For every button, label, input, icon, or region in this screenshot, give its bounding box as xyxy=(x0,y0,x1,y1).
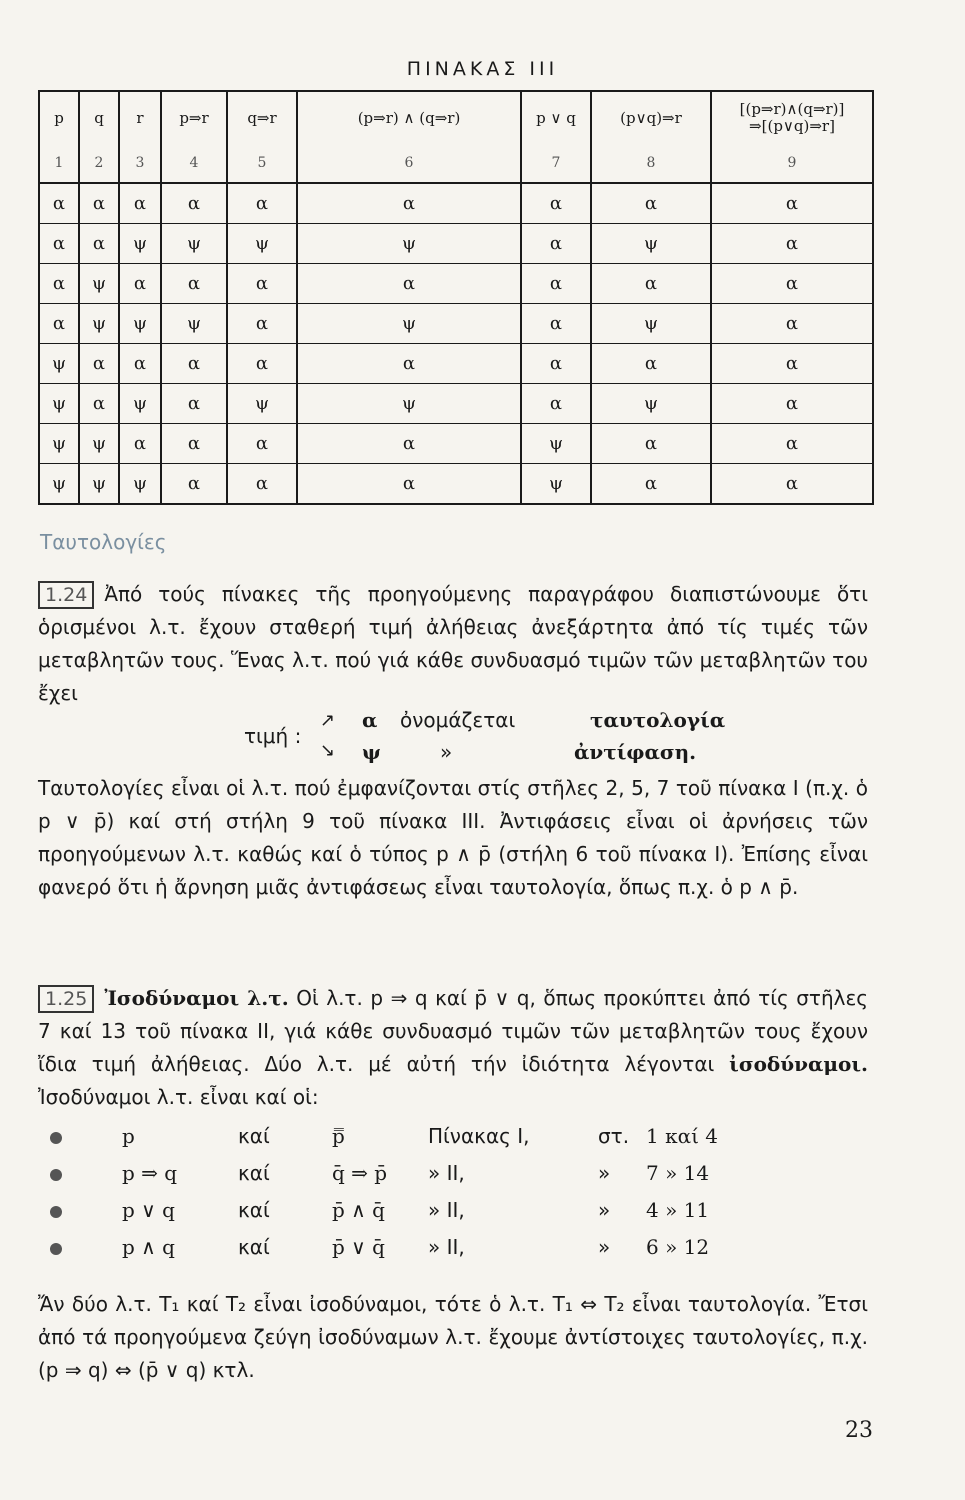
table-cell: α xyxy=(161,344,227,384)
table-header-cell: q⇒r xyxy=(227,91,297,144)
table-cell: α xyxy=(119,344,161,384)
bullet-icon xyxy=(50,1243,62,1255)
column-number: 5 xyxy=(227,144,297,183)
ditto-mark: » xyxy=(440,740,453,764)
table-row xyxy=(39,264,873,304)
term-contradiction: ἀντίφαση. xyxy=(574,740,697,764)
table-cell: ψ xyxy=(39,424,79,464)
value-label: τιμή : xyxy=(244,724,302,748)
symbol-psi: ψ xyxy=(362,740,381,764)
table-cell: ψ xyxy=(297,304,521,344)
table-cell: α xyxy=(711,344,873,384)
formula-left: p ∨ q xyxy=(122,1198,175,1222)
conjunction: καί xyxy=(238,1198,270,1222)
column-number: 8 xyxy=(591,144,711,183)
table-cell: ψ xyxy=(39,464,79,505)
table-row xyxy=(39,224,873,264)
table-row xyxy=(39,384,873,424)
table-cell: α xyxy=(227,344,297,384)
column-numbers: 7 » 14 xyxy=(646,1161,710,1185)
table-cell: α xyxy=(227,183,297,224)
named-text: ὀνομάζεται xyxy=(400,708,516,732)
table-cell: α xyxy=(227,264,297,304)
table-cell: α xyxy=(521,384,591,424)
table-cell: α xyxy=(711,464,873,505)
table-cell: ψ xyxy=(227,224,297,264)
column-ref: » xyxy=(598,1161,611,1185)
table-cell: ψ xyxy=(79,304,119,344)
table-cell: α xyxy=(711,424,873,464)
table-cell: α xyxy=(711,183,873,224)
column-numbers: 6 » 12 xyxy=(646,1235,710,1259)
table-cell: ψ xyxy=(119,224,161,264)
table-cell: α xyxy=(39,224,79,264)
table-cell: ψ xyxy=(39,344,79,384)
table-cell: α xyxy=(297,264,521,304)
bullet-icon xyxy=(50,1169,62,1181)
column-ref: στ. xyxy=(598,1124,630,1148)
table-cell: α xyxy=(521,344,591,384)
table-cell: α xyxy=(39,183,79,224)
table-cell: α xyxy=(711,264,873,304)
table-header-cell: [(p⇒r)∧(q⇒r)] ⇒[(p∨q)⇒r] xyxy=(711,91,873,144)
paragraph-text: Οἱ λ.τ. p ⇒ q καί p̄ ∨ q, ὅπως προκύπτει ἀπό τίς στῆλες 7 καί 13 τοῦ πίνακα II, γιά κάθε συνδυασμό τιμῶν τῶν μεταβλητῶν τους ἔχουν ἴδια τιμή ἀλήθειας. Δύο λ.τ. μέ αὐτή τήν ἰδιότητα λέγονται xyxy=(38,986,868,1076)
equivalence-row xyxy=(50,1194,810,1231)
table-cell: α xyxy=(711,384,873,424)
equivalence-row xyxy=(50,1231,810,1268)
section-heading: Ταυτολογίες xyxy=(40,530,167,554)
bullet-icon xyxy=(50,1132,62,1144)
column-ref: » xyxy=(598,1198,611,1222)
table-ref: » II, xyxy=(428,1161,465,1185)
truth-value-definition xyxy=(244,706,744,768)
equivalence-list xyxy=(50,1120,810,1268)
table-cell: α xyxy=(161,464,227,505)
formula-left: p xyxy=(122,1124,135,1148)
table-cell: α xyxy=(227,424,297,464)
equivalence-row xyxy=(50,1120,810,1157)
table-cell: α xyxy=(521,224,591,264)
column-number: 9 xyxy=(711,144,873,183)
table-row xyxy=(39,304,873,344)
column-number: 1 xyxy=(39,144,79,183)
paragraph-text-2: Ἰσοδύναμοι λ.τ. εἶναι καί οἱ: xyxy=(38,1085,319,1109)
truth-table xyxy=(38,90,874,505)
table-cell: ψ xyxy=(297,384,521,424)
column-ref: » xyxy=(598,1235,611,1259)
table-cell: α xyxy=(297,464,521,505)
table-header-cell: (p⇒r) ∧ (q⇒r) xyxy=(297,91,521,144)
table-cell: α xyxy=(521,183,591,224)
table-cell: α xyxy=(161,183,227,224)
table-cell: α xyxy=(39,304,79,344)
bullet-icon xyxy=(50,1206,62,1218)
formula-left: p ∧ q xyxy=(122,1235,175,1259)
column-number: 2 xyxy=(79,144,119,183)
table-cell: α xyxy=(297,344,521,384)
equivalence-row xyxy=(50,1157,810,1194)
column-numbers: 4 » 11 xyxy=(646,1198,710,1222)
table-cell: α xyxy=(521,304,591,344)
table-cell: ψ xyxy=(119,464,161,505)
term-tautology: ταυτολογία xyxy=(590,708,726,732)
table-header-cell: p xyxy=(39,91,79,144)
table-cell: α xyxy=(521,264,591,304)
table-cell: α xyxy=(39,264,79,304)
table-cell: α xyxy=(591,264,711,304)
table-cell: ψ xyxy=(591,304,711,344)
table-cell: α xyxy=(119,424,161,464)
column-number: 3 xyxy=(119,144,161,183)
table-cell: α xyxy=(161,424,227,464)
paragraph-1-24 xyxy=(38,578,868,710)
table-cell: α xyxy=(591,183,711,224)
formula-right: p̿ xyxy=(332,1124,345,1148)
conjunction: καί xyxy=(238,1124,270,1148)
term-equivalent-2: ἰσοδύναμοι. xyxy=(729,1052,869,1076)
formula-left: p ⇒ q xyxy=(122,1161,178,1185)
table-cell: α xyxy=(297,424,521,464)
arrow-up-icon: ↗ xyxy=(320,710,336,731)
table-header-cell: (p∨q)⇒r xyxy=(591,91,711,144)
paragraph-1-25 xyxy=(38,982,868,1114)
table-cell: ψ xyxy=(119,304,161,344)
paragraph-final: Ἄν δύο λ.τ. T₁ καί T₂ εἶναι ἰσοδύναμοι, τότε ὁ λ.τ. T₁ ⇔ T₂ εἶναι ταυτολογία. Ἔτσι ἀπό τά προηγούμενα ζεύγη ἰσοδύναμων λ.τ. ἔχουμε ἀντίστοιχες ταυτολογίες, π.χ. (p ⇒ q) ⇔ (p̄ ∨ q) κτλ. xyxy=(38,1292,868,1382)
page-number: 23 xyxy=(845,1418,873,1443)
table-cell: ψ xyxy=(79,424,119,464)
table-cell: ψ xyxy=(521,464,591,505)
table-cell: ψ xyxy=(591,384,711,424)
table-cell: ψ xyxy=(521,424,591,464)
table-header-cell: p⇒r xyxy=(161,91,227,144)
column-number: 6 xyxy=(297,144,521,183)
table-cell: α xyxy=(79,183,119,224)
table-ref: » II, xyxy=(428,1198,465,1222)
table-header-cell: r xyxy=(119,91,161,144)
column-number: 4 xyxy=(161,144,227,183)
table-cell: ψ xyxy=(79,464,119,505)
table-header-cell: p ∨ q xyxy=(521,91,591,144)
table-header-cell: q xyxy=(79,91,119,144)
term-equivalent: Ἰσοδύναμοι λ.τ. xyxy=(104,986,289,1010)
table-cell: α xyxy=(79,344,119,384)
page-title: ΠΙΝΑΚΑΣ III xyxy=(406,58,559,80)
table-cell: ψ xyxy=(297,224,521,264)
table-cell: α xyxy=(227,464,297,505)
table-cell: α xyxy=(79,224,119,264)
formula-right: q̄ ⇒ p̄ xyxy=(332,1161,388,1185)
table-cell: ψ xyxy=(79,264,119,304)
table-cell: ψ xyxy=(161,304,227,344)
paragraph-tautologies: Ταυτολογίες εἶναι οἱ λ.τ. πού ἐμφανίζονται στίς στῆλες 2, 5, 7 τοῦ πίνακα I (π.χ. ὁ p ∨ p̄) καί στή στήλη 9 τοῦ πίνακα III. Ἀντιφάσεις εἶναι οἱ ἀρνήσεις τῶν προηγούμενων λ.τ. καθώς καί ὁ τύπος p ∧ p̄ (στήλη 6 τοῦ πίνακα I). Ἐπίσης εἶναι φανερό ὅτι ἡ ἄρνηση μιᾶς ἀντιφάσεως εἶναι ταυτολογία, ὅπως π.χ. ὁ p ∧ p̄. xyxy=(38,776,868,899)
table-cell: α xyxy=(711,224,873,264)
table-cell: α xyxy=(591,344,711,384)
table-row xyxy=(39,183,873,224)
table-cell: α xyxy=(591,464,711,505)
table-ref: Πίνακας I, xyxy=(428,1124,530,1148)
table-cell: α xyxy=(161,384,227,424)
column-number: 7 xyxy=(521,144,591,183)
table-row xyxy=(39,344,873,384)
symbol-alpha: α xyxy=(362,708,378,732)
table-cell: ψ xyxy=(39,384,79,424)
formula-right: p̄ ∨ q̄ xyxy=(332,1235,385,1259)
formula-right: p̄ ∧ q̄ xyxy=(332,1198,385,1222)
paragraph-number: 1.24 xyxy=(38,581,94,609)
paragraph-text: Ἀπό τούς πίνακες τῆς προηγούμενης παραγράφου διαπιστώνουμε ὅτι ὁρισμένοι λ.τ. ἔχουν σταθερή τιμή ἀλήθειας ἀνεξάρτητα ἀπό τίς τιμές τῶν μεταβλητῶν τους. Ἕνας λ.τ. πού γιά κάθε συνδυασμό τιμῶν τῶν μεταβλητῶν του ἔχει xyxy=(38,582,868,705)
table-row xyxy=(39,424,873,464)
table-ref: » II, xyxy=(428,1235,465,1259)
arrow-down-icon: ↘ xyxy=(320,740,336,761)
table-cell: α xyxy=(227,304,297,344)
table-cell: ψ xyxy=(591,224,711,264)
table-cell: α xyxy=(79,384,119,424)
conjunction: καί xyxy=(238,1161,270,1185)
paragraph-number: 1.25 xyxy=(38,985,94,1013)
conjunction: καί xyxy=(238,1235,270,1259)
table-cell: ψ xyxy=(227,384,297,424)
table-cell: α xyxy=(297,183,521,224)
table-cell: α xyxy=(119,183,161,224)
table-cell: ψ xyxy=(119,384,161,424)
column-numbers: 1 καί 4 xyxy=(646,1124,719,1148)
table-cell: α xyxy=(711,304,873,344)
table-cell: ψ xyxy=(161,224,227,264)
table-cell: α xyxy=(161,264,227,304)
table-cell: α xyxy=(591,424,711,464)
table-cell: α xyxy=(119,264,161,304)
table-row xyxy=(39,464,873,505)
